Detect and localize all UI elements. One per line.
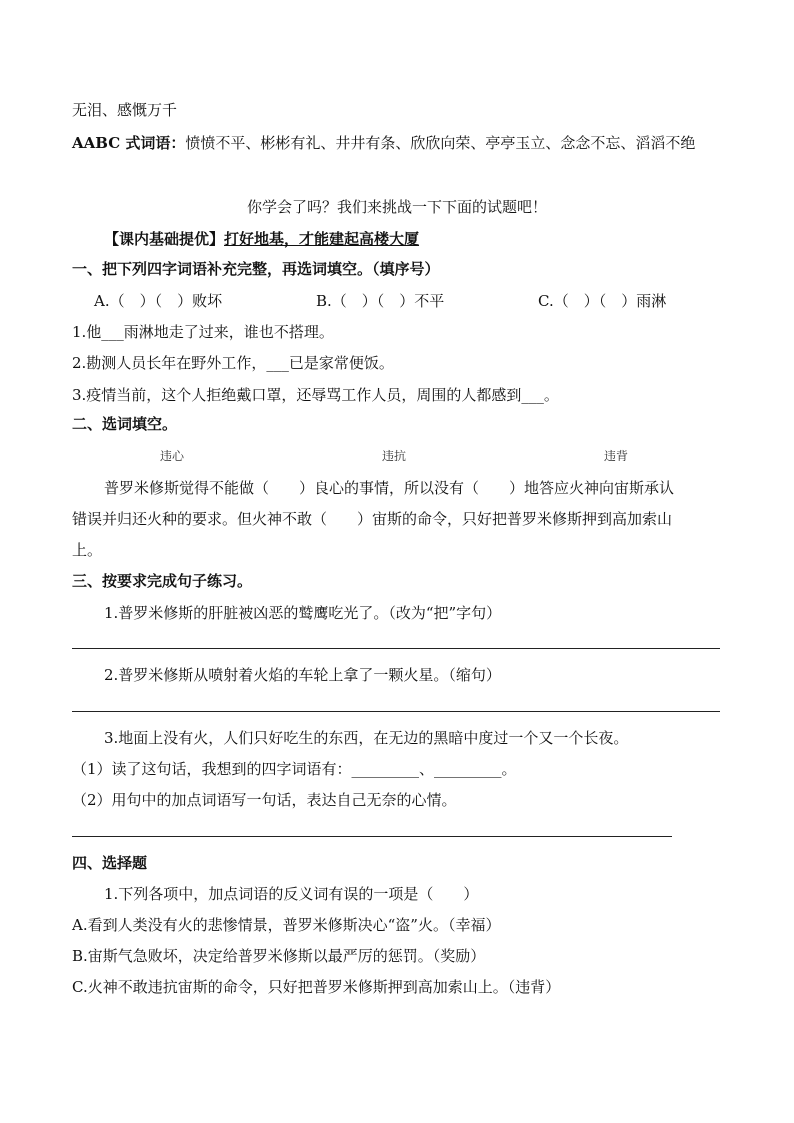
q4-choice-a: A.看到人类没有火的悲惨情景，普罗米修斯决心“盗”火。（幸福） <box>72 916 501 934</box>
section-bracket: 【课内基础提优】 <box>104 230 225 248</box>
q1-option-b: B.（ ）（ ）不平 <box>316 292 445 310</box>
q1-item-3: 3.疫情当前，这个人拒绝戴口罩，还辱骂工作人员，周围的人都感到___。 <box>72 386 559 404</box>
q1-option-a: A.（ ）（ ）败坏 <box>94 292 223 310</box>
q1-option-c: C.（ ）（ ）雨淋 <box>538 292 667 310</box>
q3-sub-2: （2）用句中的加点词语写一句话，表达自己无奈的心情。 <box>72 791 457 809</box>
q1-title: 一、把下列四字词语补充完整，再选词填空。（填序号） <box>72 260 440 278</box>
q3-answer-line-3[interactable] <box>72 836 672 837</box>
q2-para-line-1: 普罗米修斯觉得不能做（ ）良心的事情，所以没有（ ）地答应火神向宙斯承认 <box>104 479 675 497</box>
aabc-line <box>72 132 695 154</box>
q3-sentence-3: 3.地面上没有火，人们只好吃生的东西，在无边的黑暗中度过一个又一个长夜。 <box>104 729 629 747</box>
q3-answer-line-1[interactable] <box>72 648 720 649</box>
q3-sub-1: （1）读了这句话，我想到的四字词语有：_________、_________。 <box>72 760 517 778</box>
intro-line: 无泪、感慨万千 <box>72 101 178 119</box>
q2-para-line-2: 错误并归还火种的要求。但火神不敢（ ）宙斯的命令，只好把普罗米修斯押到高加索山 <box>72 510 673 528</box>
section-slogan: 打好地基，才能建起高楼大厦 <box>224 230 420 248</box>
q2-title: 二、选词填空。 <box>72 415 178 433</box>
q1-item-2: 2.勘测人员长年在野外工作，___已是家常便饭。 <box>72 354 394 372</box>
q3-answer-line-2[interactable] <box>72 711 720 712</box>
q2-word-3: 违背 <box>604 449 629 463</box>
q3-sentence-1: 1.普罗米修斯的肝脏被凶恶的鹫鹰吃光了。（改为“把”字句） <box>104 604 502 622</box>
section-header <box>104 228 419 250</box>
q2-word-2: 违抗 <box>382 449 407 463</box>
aabc-label: AABC 式词语： <box>72 134 186 152</box>
q2-word-1: 违心 <box>160 449 185 463</box>
q1-item-1: 1.他___雨淋地走了过来，谁也不搭理。 <box>72 323 334 341</box>
q3-title: 三、按要求完成句子练习。 <box>72 572 253 590</box>
challenge-text: 你学会了吗？我们来挑战一下下面的试题吧！ <box>246 198 547 216</box>
q4-title: 四、选择题 <box>72 854 148 872</box>
aabc-words: 愤愤不平、彬彬有礼、井井有条、欣欣向荣、亭亭玉立、念念不忘、滔滔不绝 <box>185 134 696 152</box>
q2-para-line-3: 上。 <box>72 541 103 559</box>
q4-stem: 1.下列各项中，加点词语的反义词有误的一项是（ ） <box>104 885 479 903</box>
q4-choice-b: B.宙斯气急败坏，决定给普罗米修斯以最严厉的惩罚。（奖励） <box>72 947 486 965</box>
q4-choice-c: C.火神不敢违抗宙斯的命令，只好把普罗米修斯押到高加索山上。（违背） <box>72 978 561 996</box>
q3-sentence-2: 2.普罗米修斯从喷射着火焰的车轮上拿了一颗火星。（缩句） <box>104 666 501 684</box>
